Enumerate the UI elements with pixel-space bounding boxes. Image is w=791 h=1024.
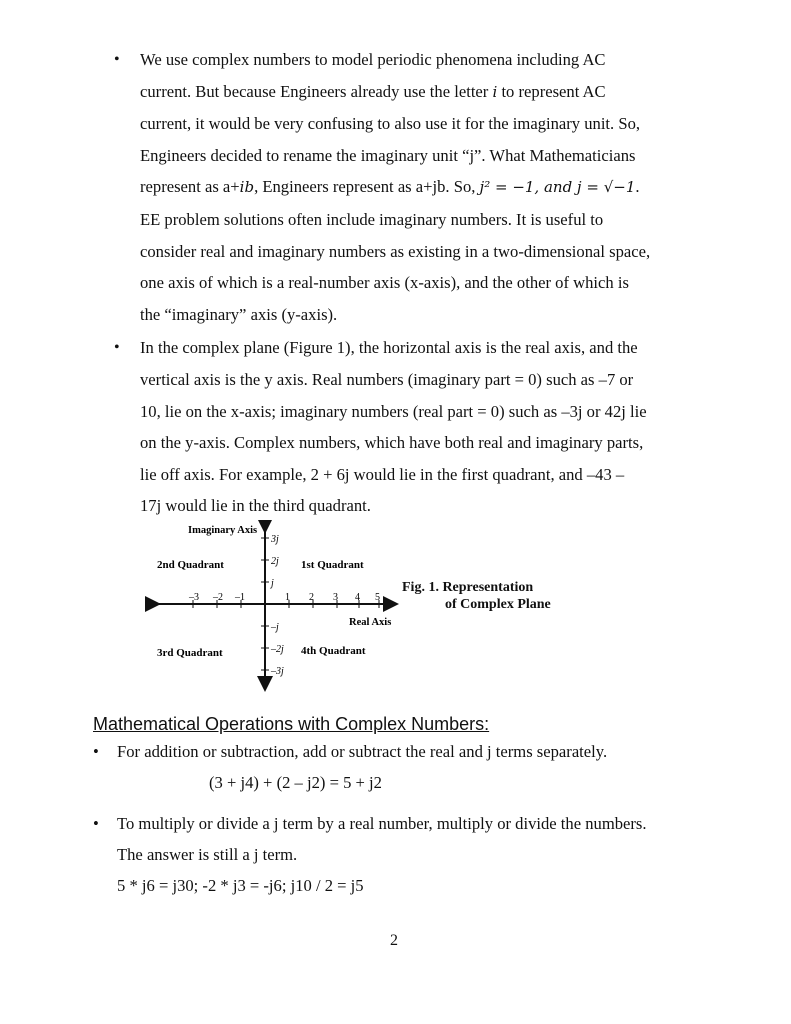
bullet-dot: • — [114, 51, 120, 68]
y-tick-label: 3j — [271, 534, 279, 545]
y-tick-label: 2j — [271, 556, 279, 567]
text-line: consider real and imaginary numbers as existing in a two-dimensional space, — [140, 241, 651, 261]
bullet-complex-intro — [114, 44, 714, 330]
real-axis-label: Real Axis — [349, 617, 392, 628]
quadrant-1-label: 1st Quadrant — [301, 559, 364, 571]
x-tick-label: –1 — [235, 592, 245, 603]
x-tick-label: 1 — [285, 592, 290, 603]
x-tick-label: 5 — [375, 592, 380, 603]
figure-caption — [402, 579, 572, 613]
text-line: 17j would lie in the third quadrant. — [140, 496, 371, 516]
x-tick-label: 3 — [333, 592, 338, 603]
y-tick-label: j — [271, 578, 274, 589]
text-line: one axis of which is a real-number axis (x-axis), and the other of which is — [140, 273, 629, 293]
y-tick-label: –j — [271, 622, 279, 633]
caption-line-2: of Complex Plane — [445, 597, 551, 612]
page-number: 2 — [390, 932, 398, 949]
text-line: current. But because Engineers already use the letter i to represent AC — [140, 81, 606, 101]
x-tick-label: –2 — [213, 592, 223, 603]
bullet-complex-plane — [114, 332, 714, 522]
bullet-dot: • — [93, 742, 99, 761]
x-tick-label: 2 — [309, 592, 314, 603]
imaginary-axis-label: Imaginary Axis — [188, 525, 258, 536]
quadrant-3-label: 3rd Quadrant — [157, 647, 223, 659]
section-heading: Mathematical Operations with Complex Numbers: — [93, 714, 490, 734]
text-line: The answer is still a j term. — [117, 845, 298, 864]
operation-multiplication — [93, 808, 713, 901]
y-tick-label: –3j — [271, 666, 284, 677]
operations-list — [93, 736, 713, 901]
text-line: To multiply or divide a j term by a real number, multiply or divide the numbers. — [117, 814, 647, 833]
y-tick-label: –2j — [271, 644, 284, 655]
text-line: Engineers decided to rename the imaginary unit “j”. What Mathematicians — [140, 145, 636, 165]
bullet-dot: • — [114, 339, 120, 357]
operation-addition — [93, 736, 713, 798]
quadrant-4-label: 4th Quadrant — [301, 645, 366, 657]
quadrant-2-label: 2nd Quadrant — [157, 559, 224, 571]
text-line: the “imaginary” axis (y-axis). — [140, 304, 338, 324]
bullet-dot: • — [93, 814, 99, 833]
example-equation: (3 + j4) + (2 – j2) = 5 + j2 — [209, 773, 382, 792]
text-line: In the complex plane (Figure 1), the horizontal axis is the real axis, and the — [140, 338, 638, 358]
x-tick-label: –3 — [189, 592, 199, 603]
x-tick-label: 4 — [355, 592, 360, 603]
text-line: vertical axis is the y axis. Real numbers (imaginary part = 0) such as –7 or — [140, 369, 634, 389]
text-line: represent as a+ib, Engineers represent as a+jb. So, j² = −1, and j = √−1. — [140, 177, 640, 197]
text-line: current, it would be very confusing to also use it for the imaginary unit. So, — [140, 114, 641, 134]
text-line: lie off axis. For example, 2 + 6j would lie in the first quadrant, and –43 – — [140, 464, 625, 484]
caption-line-1: Fig. 1. Representation — [402, 580, 534, 595]
example-equation: 5 * j6 = j30; -2 * j3 = -j6; j10 / 2 = j5 — [117, 876, 364, 895]
j-definition-formula: j² = −1, and j = √−1 — [479, 178, 636, 197]
text-line: EE problem solutions often include imaginary numbers. It is useful to — [140, 209, 604, 229]
bullet-list — [114, 44, 714, 524]
text-line: on the y-axis. Complex numbers, which have both real and imaginary parts, — [140, 433, 644, 453]
text-line: We use complex numbers to model periodic phenomena including AC — [140, 50, 606, 69]
text-line: 10, lie on the x-axis; imaginary numbers (real part = 0) such as –3j or 42j lie — [140, 401, 647, 421]
text-line: For addition or subtraction, add or subtract the real and j terms separately. — [117, 742, 608, 761]
